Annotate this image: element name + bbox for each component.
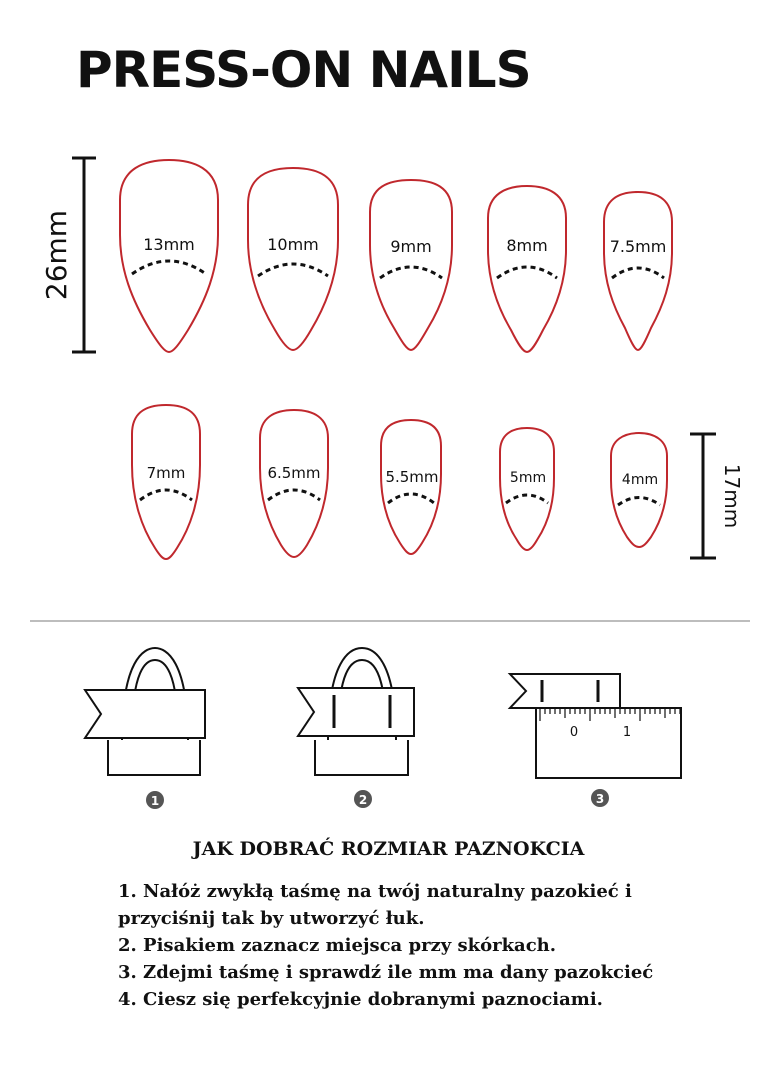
cuticle-line — [132, 261, 206, 274]
cuticle-line — [140, 490, 192, 500]
step-3-badge — [591, 789, 609, 807]
ruler-label-0: 0 — [569, 725, 579, 740]
nail-6-5mm — [260, 410, 328, 557]
nail-5-5mm — [381, 420, 441, 554]
length-bar-top — [72, 158, 96, 352]
nail-outline — [260, 410, 328, 557]
length-bar-bottom — [690, 434, 716, 558]
length-label-bottom: 17mm — [720, 463, 744, 529]
svg-text:1: 1 — [150, 794, 160, 808]
nail-size-label: 10mm — [267, 235, 319, 254]
nail-size-label: 4mm — [621, 472, 659, 488]
instruction-line: 4. Ciesz się perfekcyjnie dobranymi paznociami. — [118, 989, 603, 1010]
nail-size-label: 8mm — [506, 236, 548, 255]
nail-size-label: 6.5mm — [267, 464, 321, 482]
nail-size-label: 7.5mm — [609, 237, 667, 256]
nail-outline — [488, 186, 566, 352]
nail-9mm — [370, 180, 452, 350]
cuticle-line — [506, 495, 548, 503]
nail-7-5mm — [604, 192, 672, 350]
svg-text:3: 3 — [595, 792, 605, 806]
nail-4mm — [611, 433, 667, 547]
cuticle-line — [497, 267, 557, 278]
nail-size-label: 13mm — [143, 235, 195, 254]
nail-outline — [120, 160, 218, 352]
cuticle-line — [612, 268, 664, 278]
nail-outline — [248, 168, 338, 350]
instruction-line: 1. Nałóż zwykłą taśmę na twój naturalny pazokieć i — [118, 881, 632, 902]
nail-8mm — [488, 186, 566, 352]
step-2-illustration — [298, 648, 414, 775]
cuticle-line — [380, 267, 442, 278]
instruction-line: 2. Pisakiem zaznacz miejsca przy skórkach. — [118, 935, 557, 956]
step-1-illustration — [85, 648, 205, 775]
step-3-illustration — [510, 674, 681, 778]
step-2-badge — [354, 790, 372, 808]
cuticle-line — [618, 498, 660, 506]
cuticle-line — [268, 490, 320, 500]
length-label-top: 26mm — [40, 209, 73, 301]
nail-outline — [611, 433, 667, 547]
instructions-list — [118, 878, 738, 1013]
instructions-heading: JAK DOBRAĆ ROZMIAR PAZNOKCIA — [192, 838, 585, 860]
nail-size-label: 9mm — [390, 237, 432, 256]
instruction-line: 3. Zdejmi taśmę i sprawdź ile mm ma dany pazokcieć — [118, 962, 654, 983]
section-divider — [30, 620, 750, 622]
nail-7mm — [132, 405, 200, 559]
nail-13mm — [120, 160, 218, 352]
nail-10mm — [248, 168, 338, 350]
nail-size-label: 5mm — [509, 470, 547, 486]
nail-outline — [500, 428, 554, 550]
nail-5mm — [500, 428, 554, 550]
nail-outline — [381, 420, 441, 554]
cuticle-line — [258, 264, 328, 276]
nail-outline — [604, 192, 672, 350]
nail-outline — [370, 180, 452, 350]
nail-size-label: 7mm — [146, 464, 186, 482]
nail-outline — [132, 405, 200, 559]
ruler-label-1: 1 — [622, 725, 632, 740]
page-title: PRESS-ON NAILS — [76, 41, 531, 99]
nail-size-label: 5.5mm — [385, 468, 439, 486]
svg-text:2: 2 — [358, 793, 368, 807]
step-1-badge — [146, 791, 164, 809]
cuticle-line — [388, 494, 434, 503]
instruction-line: przyciśnij tak by utworzyć łuk. — [118, 908, 425, 929]
